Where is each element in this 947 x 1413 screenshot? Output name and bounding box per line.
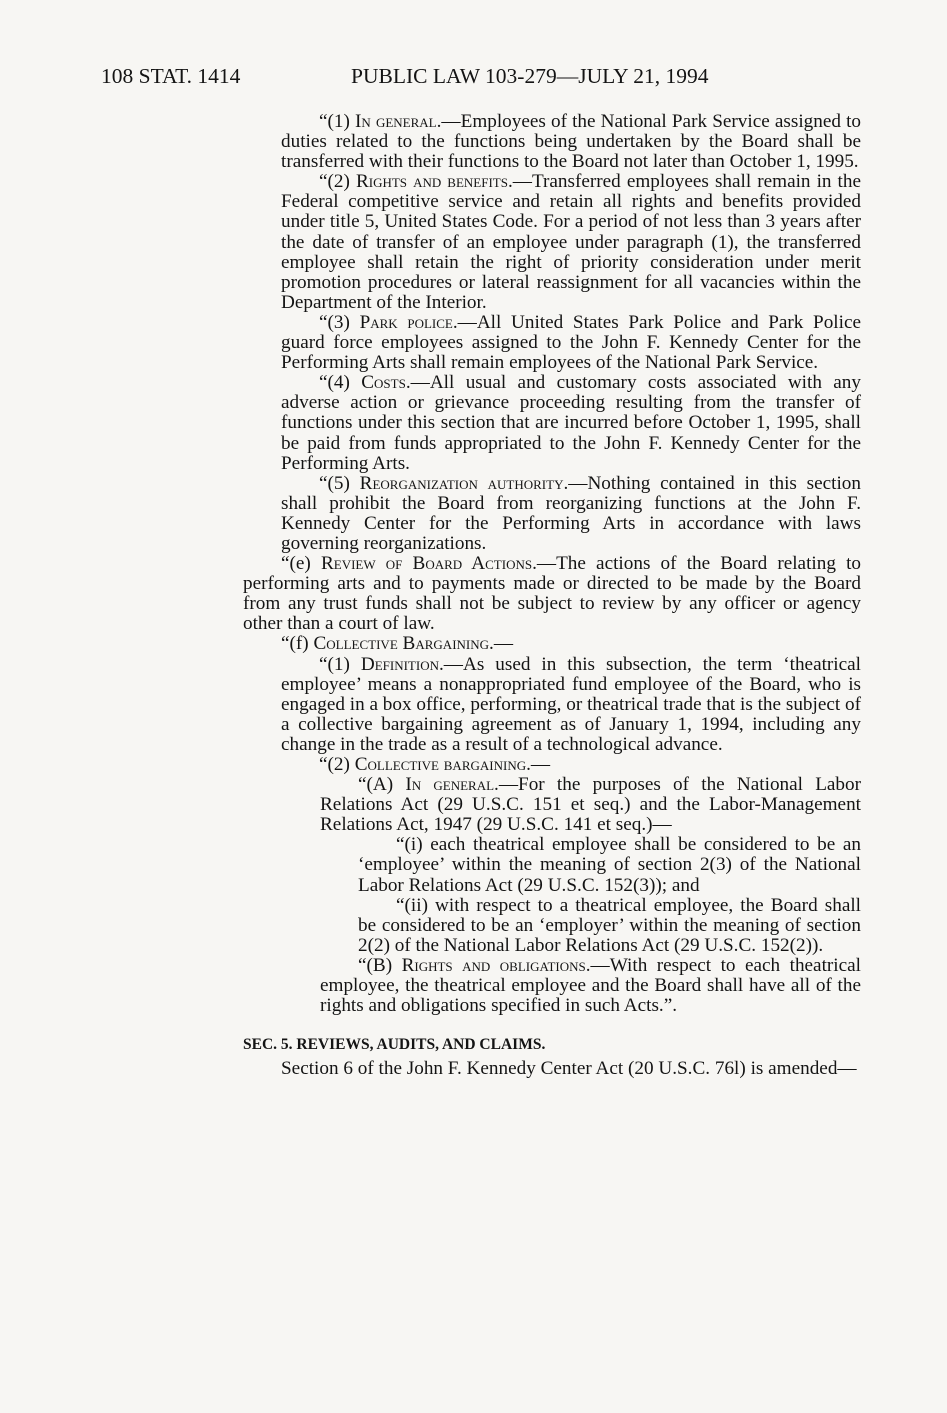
document-body bbox=[243, 112, 861, 1079]
section-5-text: Section 6 of the John F. Kennedy Center Act (20 U.S.C. 76l) is amended— bbox=[281, 1058, 857, 1080]
paragraph-heading: Costs. bbox=[361, 372, 411, 394]
paragraph-heading: Rights and benefits. bbox=[355, 171, 513, 193]
paragraph-1-definition: “(1) Definition.—As used in this subsection, the term ‘theatrical employee’ means a nonappropriated fund employee of the Board, who is engaged in a box office, performing, or theatrical trade that is the subject of a collective bargaining agreement as of January 1, 1994, including any change in the trade as a result of a technological advance. bbox=[281, 653, 862, 755]
paragraph-heading: Collective bargaining. bbox=[354, 754, 531, 775]
page-header bbox=[101, 64, 861, 92]
subparagraph-a-in-general: “(A) In general.—For the purposes of the National Labor Relations Act (29 U.S.C. 151 et seq.) and the Labor-Management Relations Act, 1947 (29 U.S.C. 141 et seq.)— bbox=[320, 774, 862, 836]
paragraph-2-collective-bargaining: “(2) Collective bargaining.— bbox=[319, 754, 551, 775]
paragraph-4-costs: “(4) Costs.—All usual and customary costs associated with any adverse action or grievance proceeding resulting from the transfer of functions under this section that are incurred before October 1, 1995, shall be paid from funds appropriated to the John F. Kennedy Center for the Performing Arts. bbox=[281, 372, 861, 474]
clause-i: “(i) each theatrical employee shall be considered to be an ‘employee’ within the meaning of section 2(3) of the National Labor Relations Act (29 U.S.C. 152(3)); and bbox=[358, 834, 861, 896]
paragraph-heading: In general. bbox=[405, 774, 499, 796]
paragraph-5-reorganization-authority: “(5) Reorganization authority.—Nothing contained in this section shall prohibit the Board from reorganizing functions at the John F. Kennedy Center for the Performing Arts in accordance with laws governing reorganizations. bbox=[281, 472, 861, 554]
clause-ii: “(ii) with respect to a theatrical employee, the Board shall be considered to be an ‘employer’ within the meaning of section 2(2) of the National Labor Relations Act (29 U.S.C. 152(2)). bbox=[358, 894, 861, 956]
paragraph-heading: Definition. bbox=[360, 653, 444, 675]
paragraph-3-park-police: “(3) Park police.—All United States Park Police and Park Police guard force employees assigned to the John F. Kennedy Center for the Performing Arts shall remain employees of the National Park Service. bbox=[281, 311, 861, 374]
subparagraph-b-rights-and-obligations: “(B) Rights and obligations.—With respect to each theatrical employee, the theatrical employee and the Board shall have all of the rights and obligations specified in such Acts.”. bbox=[320, 954, 861, 1017]
paragraph-2-rights-and-benefits: “(2) Rights and benefits.—Transferred employees shall remain in the Federal competitive service and retain all rights and benefits provided under title 5, United States Code. For a period of not less than 3 years after the date of transfer of an employee under paragraph (1), the transferred employee shall retain the right of priority consideration under merit promotion procedures or lateral reassignment for all vacancies within the Department of the Interior. bbox=[281, 171, 861, 313]
subsection-e-review-of-board-actions: “(e) Review of Board Actions.—The actions of the Board relating to performing arts and to payments made or directed to be made by the Board from any trust funds shall not be subject to review by any officer or agency other than a court of law. bbox=[243, 553, 862, 635]
paragraph-heading: Rights and obligations. bbox=[401, 954, 591, 976]
paragraph-heading: Reorganization authority. bbox=[359, 472, 569, 494]
paragraph-1-in-general: “(1) In general.—Employees of the National Park Service assigned to duties related to the functions being undertaken by the Board shall be transferred with their functions to the Board not later than October 1, 1995. bbox=[281, 111, 862, 173]
subsection-f-collective-bargaining: “(f) Collective Bargaining.— bbox=[281, 633, 514, 655]
paragraph-heading: Review of Board Actions. bbox=[320, 553, 537, 575]
public-law-title: PUBLIC LAW 103-279—JULY 21, 1994 bbox=[351, 64, 709, 88]
paragraph-heading: Collective Bargaining. bbox=[313, 633, 494, 655]
section-5-heading: SEC. 5. REVIEWS, AUDITS, AND CLAIMS. bbox=[243, 1036, 546, 1054]
paragraph-heading: In general. bbox=[355, 111, 442, 132]
paragraph-heading: Park police. bbox=[359, 311, 458, 333]
statute-page-number: 108 STAT. 1414 bbox=[101, 64, 241, 88]
